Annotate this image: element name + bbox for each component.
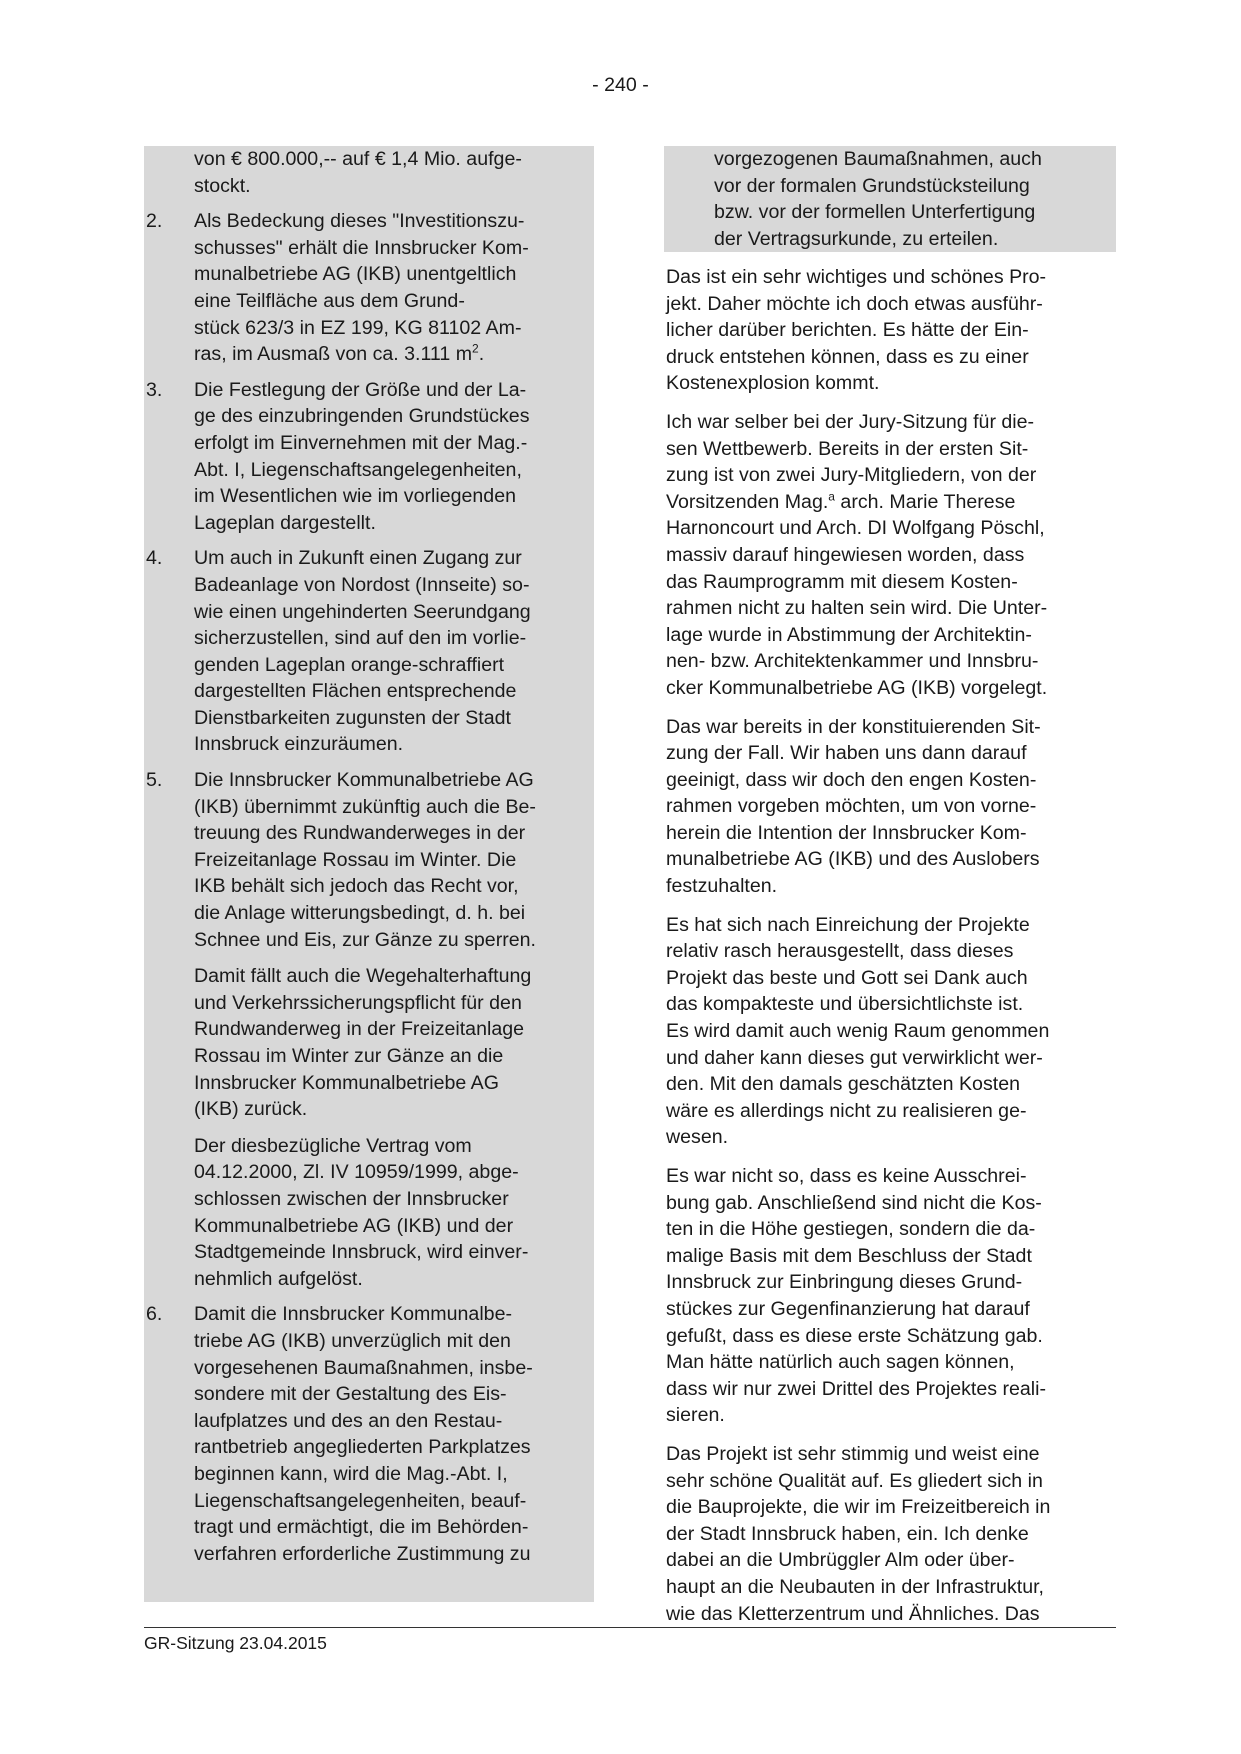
text-line: Ich war selber bei der Jury-Sitzung für die- <box>666 410 1035 433</box>
list-item-2 <box>146 208 588 368</box>
body-paragraph <box>666 1441 1116 1627</box>
text-line: das Raumprogramm mit diesem Kosten- <box>666 570 1018 593</box>
text-line: Innsbrucker Kommunalbetriebe AG <box>194 1071 499 1094</box>
sub-paragraph <box>194 963 588 1123</box>
text-line: sondere mit der Gestaltung des Eis- <box>194 1383 507 1406</box>
text-line: druck entstehen können, dass es zu einer <box>666 345 1029 368</box>
text-line: Kommunalbetriebe AG (IKB) und der <box>194 1214 514 1237</box>
text-line: Damit die Innsbrucker Kommunalbe- <box>194 1303 512 1326</box>
text-line: wie das Kletterzentrum und Ähnliches. Das <box>666 1602 1040 1625</box>
text-line: wesen. <box>666 1126 729 1149</box>
list-item-body <box>194 208 588 368</box>
superscript: 2 <box>472 341 479 356</box>
list-item-number: 2. <box>146 210 163 233</box>
text-line: beginnen kann, wird die Mag.-Abt. I, <box>194 1462 508 1485</box>
text-line: 04.12.2000, Zl. IV 10959/1999, abge- <box>194 1161 519 1184</box>
text-line: und daher kann dieses gut verwirklicht wer- <box>666 1046 1043 1069</box>
text-line: geeinigt, dass wir doch den engen Kosten- <box>666 768 1037 791</box>
text-line: Schnee und Eis, zur Gänze zu sperren. <box>194 928 536 951</box>
text-line: Das war bereits in der konstituierenden Sit- <box>666 715 1041 738</box>
text-line <box>194 341 588 368</box>
text-line: verfahren erforderliche Zustimmung zu <box>194 1542 531 1565</box>
text-line: schlossen zwischen der Innsbrucker <box>194 1187 509 1210</box>
list-item-4 <box>146 545 588 758</box>
text-line: laufplatzes und des an den Restau- <box>194 1409 503 1432</box>
text-line: wäre es allerdings nicht zu realisieren ge- <box>666 1099 1027 1122</box>
footer-session-date: GR-Sitzung 23.04.2015 <box>144 1633 327 1653</box>
text-line: der Vertragsurkunde, zu erteilen. <box>714 227 999 250</box>
text-line: treuung des Rundwanderweges in der <box>194 822 526 845</box>
text-fragment: arch. Marie Therese <box>834 490 1016 513</box>
text-line: Kostenexplosion kommt. <box>666 372 880 395</box>
text-line: eine Teilfläche aus dem Grund- <box>194 289 465 312</box>
body-paragraph <box>666 714 1116 900</box>
text-line: von € 800.000,-- auf € 1,4 Mio. aufge- <box>194 148 522 170</box>
text-line: Es wird damit auch wenig Raum genommen <box>666 1020 1050 1043</box>
text-fragment: Vorsitzenden Mag. <box>666 490 829 513</box>
text-line: ten in die Höhe gestiegen, sondern die da- <box>666 1218 1036 1241</box>
text-line: zung der Fall. Wir haben uns dann darauf <box>666 742 1027 765</box>
text-line: haupt an die Neubauten in der Infrastruktur, <box>666 1575 1044 1598</box>
text-line: dabei an die Umbrüggler Alm oder über- <box>666 1549 1015 1572</box>
text-line: rantbetrieb angegliederten Parkplatzes <box>194 1436 531 1459</box>
text-line: malige Basis mit dem Beschluss der Stadt <box>666 1244 1032 1267</box>
text-line: vorgezogenen Baumaßnahmen, auch <box>714 148 1042 170</box>
text-fragment: ras, im Ausmaß von ca. 3.111 m <box>194 343 473 366</box>
text-line: dass wir nur zwei Drittel des Projektes reali- <box>666 1377 1047 1400</box>
text-line: festzuhalten. <box>666 875 778 898</box>
text-line: Man hätte natürlich auch sagen können, <box>666 1351 1015 1374</box>
text-line: sieren. <box>666 1404 725 1427</box>
text-line: Die Festlegung der Größe und der La- <box>194 378 527 401</box>
text-line: Die Innsbrucker Kommunalbetriebe AG <box>194 769 534 792</box>
text-line: vor der formalen Grundstücksteilung <box>714 174 1030 197</box>
text-line: (IKB) zurück. <box>194 1098 308 1121</box>
text-line: IKB behält sich jedoch das Recht vor, <box>194 875 519 898</box>
text-line: sen Wettbewerb. Bereits in der ersten Sit- <box>666 437 1029 460</box>
text-line: stückes zur Gegenfinanzierung hat darauf <box>666 1297 1030 1320</box>
text-line: lage wurde in Abstimmung der Architektin- <box>666 623 1032 646</box>
text-line: ge des einzubringenden Grundstückes <box>194 405 530 428</box>
text-line: relativ rasch herausgestellt, dass dieses <box>666 940 1014 963</box>
text-line <box>666 489 1116 516</box>
body-paragraph <box>666 912 1116 1151</box>
text-line: Harnoncourt und Arch. DI Wolfgang Pöschl, <box>666 517 1045 540</box>
text-line: Stadtgemeinde Innsbruck, wird einver- <box>194 1241 529 1264</box>
text-line: Projekt das beste und Gott sei Dank auch <box>666 966 1028 989</box>
text-line: zung ist von zwei Jury-Mitgliedern, von der <box>666 464 1037 487</box>
list-item-5 <box>146 767 588 953</box>
sub-paragraph <box>194 1133 588 1293</box>
text-line: Um auch in Zukunft einen Zugang zur <box>194 547 522 570</box>
text-line: erfolgt im Einvernehmen mit der Mag.- <box>194 431 528 454</box>
text-line: Es war nicht so, dass es keine Ausschrei- <box>666 1165 1027 1187</box>
text-line: bzw. vor der formellen Unterfertigung <box>714 201 1036 224</box>
footer-divider <box>144 1627 1116 1628</box>
intro-paragraph <box>194 146 588 199</box>
text-line: den. Mit den damals geschätzten Kosten <box>666 1073 1020 1096</box>
list-item-6 <box>146 1301 588 1567</box>
text-line: nehmlich aufgelöst. <box>194 1267 363 1290</box>
text-line: munalbetriebe AG (IKB) unentgeltlich <box>194 263 517 286</box>
list-item-body <box>194 377 588 537</box>
shaded-continuation <box>664 146 1116 252</box>
body-paragraph <box>666 409 1116 702</box>
text-fragment: . <box>478 343 485 366</box>
text-line: Es hat sich nach Einreichung der Projekte <box>666 913 1030 936</box>
text-line: nen- bzw. Architektenkammer und Innsbru- <box>666 650 1039 673</box>
text-line: massiv darauf hingewiesen worden, dass <box>666 543 1025 566</box>
text-line: und Verkehrssicherungspflicht für den <box>194 991 522 1014</box>
text-line: bung gab. Anschließend sind nicht die Kos- <box>666 1191 1042 1214</box>
text-line: Lageplan dargestellt. <box>194 511 376 534</box>
text-line: die Anlage witterungsbedingt, d. h. bei <box>194 902 526 925</box>
text-line: rahmen vorgeben möchten, um von vorne- <box>666 795 1037 818</box>
text-line: Das ist ein sehr wichtiges und schönes Pro- <box>666 266 1047 288</box>
text-line: munalbetriebe AG (IKB) und des Auslobers <box>666 848 1040 871</box>
list-item-body <box>194 545 588 758</box>
text-line: rahmen nicht zu halten sein wird. Die Unter- <box>666 597 1048 620</box>
text-line: genden Lageplan orange-schraffiert <box>194 653 505 676</box>
list-item-number: 5. <box>146 769 163 792</box>
text-line: stück 623/3 in EZ 199, KG 81102 Am- <box>194 316 522 339</box>
text-line: die Bauprojekte, die wir im Freizeitbereich in <box>666 1496 1051 1519</box>
text-line: licher darüber berichten. Es hätte der Ein- <box>666 319 1029 342</box>
text-line: Dienstbarkeiten zugunsten der Stadt <box>194 706 511 729</box>
body-paragraph <box>666 264 1116 397</box>
list-item-number: 3. <box>146 378 163 401</box>
text-line: dargestellten Flächen entsprechende <box>194 680 517 703</box>
text-line: der Stadt Innsbruck haben, ein. Ich denke <box>666 1522 1029 1545</box>
text-line: Das Projekt ist sehr stimmig und weist eine <box>666 1442 1040 1465</box>
list-item-body <box>194 1301 588 1567</box>
text-line: Als Bedeckung dieses "Investitionszu- <box>194 210 525 233</box>
text-line: stockt. <box>194 174 251 197</box>
text-line: Badeanlage von Nordost (Innseite) so- <box>194 573 530 596</box>
text-line: herein die Intention der Innsbrucker Kom- <box>666 821 1027 844</box>
text-line: wie einen ungehinderten Seerundgang <box>194 600 531 623</box>
text-line: jekt. Daher möchte ich doch etwas ausführ- <box>666 292 1043 315</box>
superscript: a <box>828 489 835 504</box>
text-line: im Wesentlichen wie im vorliegenden <box>194 485 516 508</box>
list-item-3 <box>146 377 588 537</box>
text-line: (IKB) übernimmt zukünftig auch die Be- <box>194 795 536 818</box>
text-line: Rossau im Winter zur Gänze an die <box>194 1045 504 1067</box>
text-line: Innsbruck einzuräumen. <box>194 733 404 756</box>
right-column <box>664 146 1116 1625</box>
text-line: Liegenschaftsangelegenheiten, beauf- <box>194 1489 527 1512</box>
text-line: sehr schöne Qualität auf. Es gliedert sich in <box>666 1469 1043 1492</box>
text-line: Abt. I, Liegenschaftsangelegenheiten, <box>194 458 522 481</box>
text-line: cker Kommunalbetriebe AG (IKB) vorgelegt. <box>666 676 1048 699</box>
list-item-number: 6. <box>146 1303 163 1326</box>
text-line: Damit fällt auch die Wegehalterhaftung <box>194 965 532 988</box>
list-item-number: 4. <box>146 547 163 570</box>
text-line: triebe AG (IKB) unverzüglich mit den <box>194 1329 511 1352</box>
text-line: sicherzustellen, sind auf den im vorlie- <box>194 627 527 650</box>
body-paragraph <box>666 1163 1116 1429</box>
page-number: - 240 - <box>592 74 649 96</box>
text-line: Freizeitanlage Rossau im Winter. Die <box>194 848 517 871</box>
list-item-body <box>194 767 588 953</box>
text-line: Der diesbezügliche Vertrag vom <box>194 1134 472 1157</box>
text-line: tragt und ermächtigt, die im Behörden- <box>194 1516 529 1539</box>
text-line: schusses" erhält die Innsbrucker Kom- <box>194 236 529 259</box>
text-line: vorgesehenen Baumaßnahmen, insbe- <box>194 1356 533 1379</box>
left-column-shaded <box>144 146 594 1602</box>
text-line: das kompakteste und übersichtlichste ist. <box>666 993 1024 1016</box>
text-line: gefußt, dass es diese erste Schätzung gab. <box>666 1324 1043 1347</box>
text-line: Innsbruck zur Einbringung dieses Grund- <box>666 1271 1023 1294</box>
text-line: Rundwanderweg in der Freizeitanlage <box>194 1018 525 1041</box>
